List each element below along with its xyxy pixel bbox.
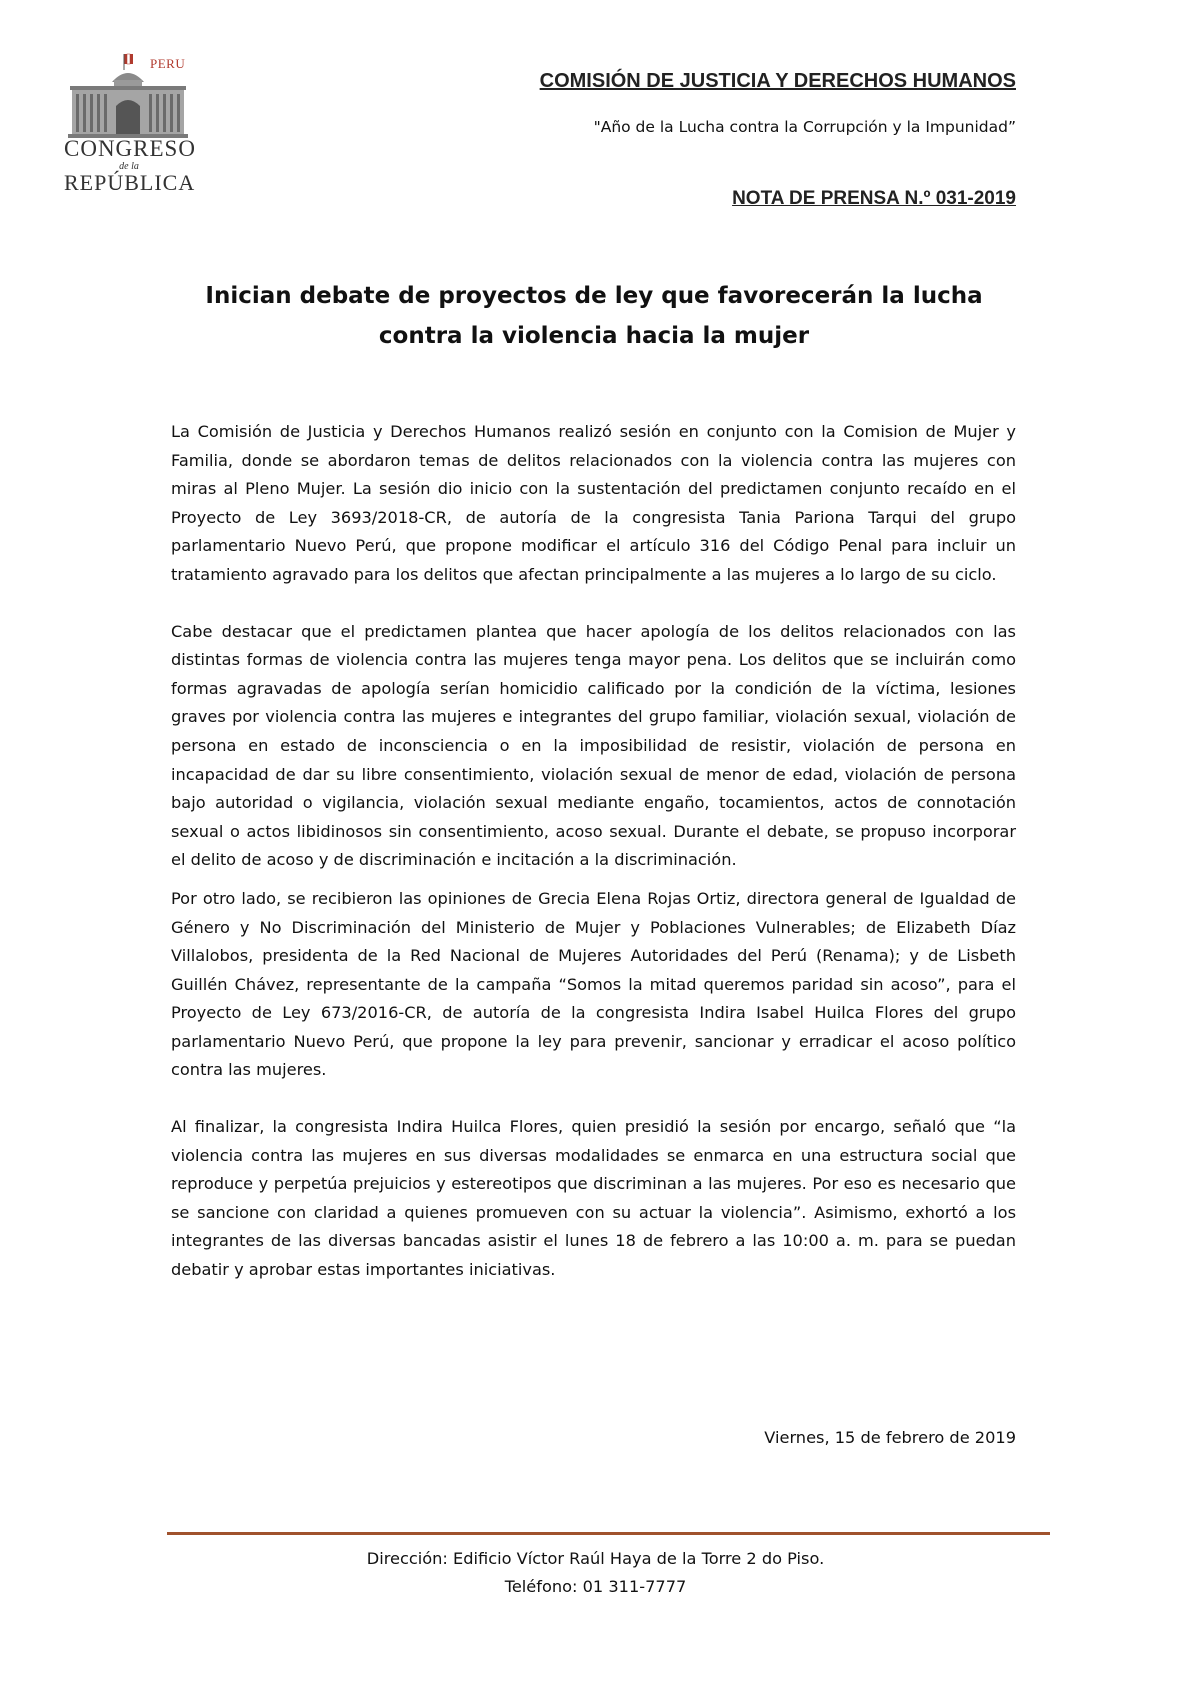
article-body	[171, 418, 1016, 1285]
page-title: Inician debate de proyectos de ley que favorecerán la lucha contra la violencia hacia la mujer	[205, 283, 983, 349]
logo-congreso-text: CONGRESO	[64, 136, 196, 161]
dateline: Viernes, 15 de febrero de 2019	[764, 1428, 1016, 1447]
footer-address: Dirección: Edificio Víctor Raúl Haya de la Torre 2 do Piso.	[366, 1549, 825, 1568]
year-motto: "Año de la Lucha contra la Corrupción y la Impunidad”	[593, 118, 1016, 136]
footer	[0, 1545, 1191, 1601]
footer-phone: Teléfono: 01 311-7777	[504, 1577, 687, 1596]
logo-republica-text: REPÚBLICA	[64, 170, 196, 195]
logo-country-label: PERU	[150, 56, 186, 71]
article-paragraph: Al finalizar, la congresista Indira Huilca Flores, quien presidió la sesión por encargo, señaló que “la violencia contra las mujeres en sus diversas modalidades se enmarca en una estructura social que reproduce y perpetúa prejuicios y estereotipos que discriminan a las mujeres. Por eso es necesario que se sancione con claridad a quienes promueven con su actuar la violencia”. Asimismo, exhortó a los integrantes de las diversas bancadas asistir el lunes 18 de febrero a las 10:00 a. m. para se puedan debatir y aprobar estas importantes iniciativas.	[171, 1117, 1016, 1280]
press-note-number: NOTA DE PRENSA N.º 031-2019	[732, 188, 1016, 209]
commission-title: COMISIÓN DE JUSTICIA Y DERECHOS HUMANOS	[539, 70, 1016, 92]
logo-dela-text: de la	[119, 161, 139, 172]
article-paragraph: Por otro lado, se recibieron las opiniones de Grecia Elena Rojas Ortiz, directora general de Igualdad de Género y No Discriminación del Ministerio de Mujer y Poblaciones Vulnerables; de Elizabeth Díaz Villalobos, presidenta de la Red Nacional de Mujeres Autoridades del Perú (Renama); y de Lisbeth Guillén Chávez, representante de la campaña “Somos la mitad queremos paridad sin acoso”, para el Proyecto de Ley 673/2016-CR, de autoría de la congresista Indira Isabel Huilca Flores del grupo parlamentario Nuevo Perú, que propone la ley para prevenir, sancionar y erradicar el acoso político contra las mujeres.	[171, 888, 1016, 1080]
article-paragraph: Cabe destacar que el predictamen plantea que hacer apología de los delitos relacionados con las distintas formas de violencia contra las mujeres tenga mayor pena. Los delitos que se incluirán como formas agravadas de apología serían homicidio calificado por la condición de la víctima, lesiones graves por violencia contra las mujeres e integrantes del grupo familiar, violación sexual, violación de persona en estado de inconsciencia o en la imposibilidad de resistir, violación de persona en incapacidad de dar su libre consentimiento, violación sexual de menor de edad, violación de persona bajo autoridad o vigilancia, violación sexual mediante engaño, tocamientos, actos de connotación sexual o actos libidinosos sin consentimiento, acoso sexual. Durante el debate, se propuso incorporar el delito de acoso y de discriminación e incitación a la discriminación.	[171, 621, 1016, 870]
congress-logo	[64, 50, 194, 200]
footer-divider	[167, 1532, 1050, 1535]
article-paragraph: La Comisión de Justicia y Derechos Humanos realizó sesión en conjunto con la Comision de Mujer y Familia, donde se abordaron temas de delitos relacionados con la violencia contra las mujeres con miras al Pleno Mujer. La sesión dio inicio con la sustentación del predictamen conjunto recaído en el Proyecto de Ley 3693/2018-CR, de autoría de la congresista Tania Pariona Tarqui del grupo parlamentario Nuevo Perú, que propone modificar el artículo 316 del Código Penal para incluir un tratamiento agravado para los delitos que afectan principalmente a las mujeres a lo largo de su ciclo.	[171, 422, 1016, 584]
